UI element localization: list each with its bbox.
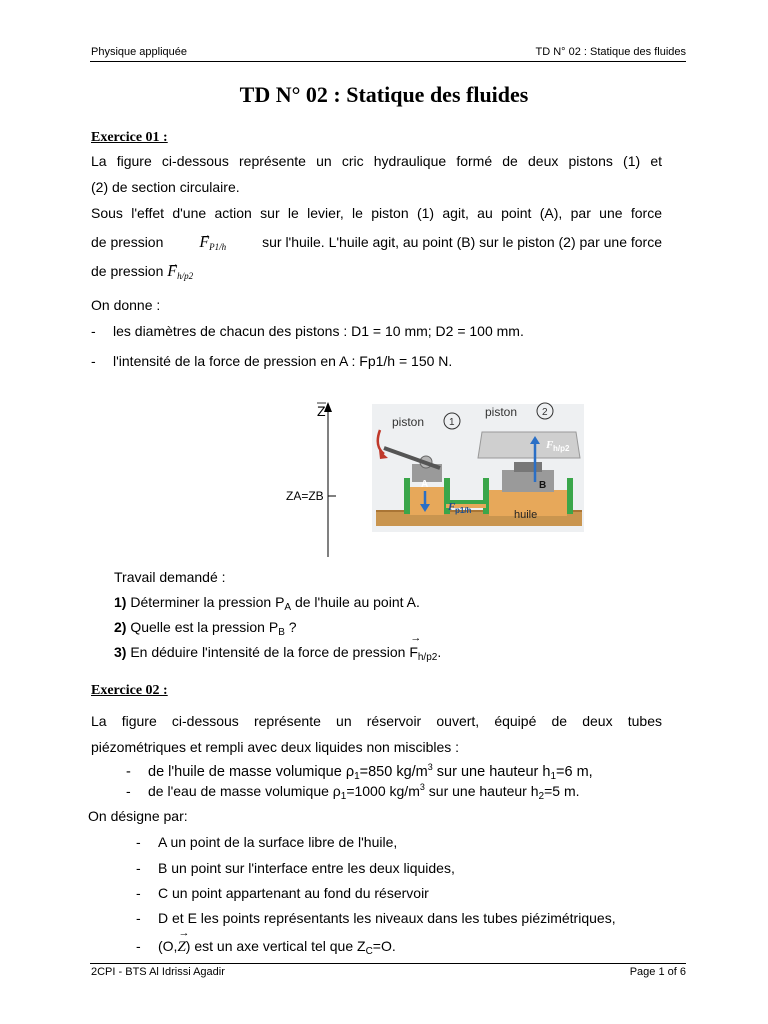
point-item-2-text: B un point sur l'interface entre les deux liquides, bbox=[158, 860, 455, 876]
question-2-num: 2) bbox=[114, 619, 127, 635]
liquid-oil-exp: 3 bbox=[427, 762, 433, 772]
header-left: Physique appliquée bbox=[91, 46, 188, 58]
z-axis-label: Z bbox=[317, 403, 326, 419]
level-label: ZA=ZB bbox=[286, 489, 324, 503]
liquid-oil-h-sub: 1 bbox=[550, 771, 557, 782]
ex1-line4-b: sur l'huile. L'huile agit, au point (B) sur le piston (2) par une force bbox=[262, 234, 662, 250]
force-hp2-label: F bbox=[546, 439, 554, 451]
liquid-oil-rho-sub: 1 bbox=[354, 771, 360, 782]
header-right: TD N° 02 : Statique des fluides bbox=[535, 46, 686, 58]
point-item-4-text: D et E les points représentants les niveaux dans les tubes piézimétriques, bbox=[158, 910, 616, 926]
piston-1-label: piston bbox=[392, 415, 425, 429]
point-item-axis: - (O,→ Z) est un axe vertical tel que $Z_C=O$. bbox=[136, 938, 396, 957]
ex1-line5-a: de pression bbox=[91, 263, 164, 279]
liquid-water-rho-sub: 1 bbox=[340, 791, 347, 802]
axis-text-c: =O. bbox=[372, 938, 396, 954]
ex1-intro-line-3: Sous l'effet d'une action sur le levier, le piston (1) agit, au point (A), par une force bbox=[91, 205, 662, 221]
header-rule bbox=[90, 61, 686, 62]
hydraulic-jack-figure bbox=[280, 392, 600, 562]
question-3 bbox=[114, 644, 441, 663]
point-item-1-text: A un point de la surface libre de l'huile, bbox=[158, 834, 398, 850]
question-1-sub: A bbox=[284, 602, 292, 613]
point-item-3: - C un point appartenant au fond du réservoir bbox=[136, 885, 429, 901]
point-item-3-text: C un point appartenant au fond du réservoir bbox=[158, 885, 429, 901]
piston-1-number: 1 bbox=[449, 417, 455, 428]
liquid-oil-c: sur une hauteur h bbox=[432, 764, 551, 780]
piston-2-number: 2 bbox=[542, 407, 548, 418]
ex1-data-text-2: l'intensité de la force de pression en A : Fp1/h = 150 N. bbox=[113, 353, 453, 369]
question-3-num: 3) bbox=[114, 644, 127, 660]
page-title: TD N° 02 : Statique des fluides bbox=[239, 82, 529, 107]
travail-heading: Travail demandé : bbox=[114, 569, 226, 585]
point-item-2: - B un point sur l'interface entre les deux liquides, bbox=[136, 860, 455, 876]
question-3-text-b: . bbox=[437, 644, 442, 660]
ex1-intro-line-5 bbox=[91, 258, 193, 289]
point-b-label: B bbox=[539, 480, 547, 491]
axis-text-b: ) est un axe vertical tel que Z bbox=[185, 938, 366, 954]
liquid-oil-d: =6 m, bbox=[556, 764, 593, 780]
ex2-on-designe: On désigne par: bbox=[88, 808, 188, 824]
force-hp2-sub: h/p2 bbox=[177, 271, 194, 281]
liquid-oil: - de l'huile de masse volumique $\rho_1=850$ $kg/m^3$ sur une hauteur $h_1=6$ m, bbox=[126, 762, 593, 782]
ex1-intro-line-1: La figure ci-dessous représente un cric hydraulique formé de deux pistons (1) et bbox=[91, 153, 662, 169]
force-p1h-symbol bbox=[199, 229, 226, 260]
ex2-intro-line-2: piézométriques et rempli avec deux liquides non miscibles : bbox=[91, 739, 460, 755]
force-p1h-letter: → F bbox=[199, 234, 209, 251]
force-hp2-symbol bbox=[167, 263, 193, 279]
question-2-text-a: Quelle est la pression P bbox=[130, 619, 279, 635]
footer-rule bbox=[90, 963, 686, 964]
ex1-intro-line-2: (2) de section circulaire. bbox=[91, 179, 240, 195]
question-1-text-b: de l'huile au point A. bbox=[291, 594, 420, 610]
footer-right: Page 1 of 6 bbox=[629, 966, 686, 978]
ex1-line4-a: de pression bbox=[91, 234, 164, 250]
oil-label: huile bbox=[514, 509, 538, 521]
liquid-water-b: =1000 kg/m bbox=[346, 783, 420, 799]
liquid-water-a: de l'eau de masse volumique ρ bbox=[148, 783, 341, 799]
oil-cylinder-1 bbox=[410, 487, 444, 515]
liquid-water-exp: 3 bbox=[419, 782, 425, 792]
piston-2-label: piston bbox=[485, 405, 518, 419]
point-item-1: - A un point de la surface libre de l'huile, bbox=[136, 834, 398, 850]
force-p1h-label: F bbox=[448, 501, 456, 513]
exercise-2-heading: Exercice 02 : bbox=[91, 683, 168, 698]
ex1-data-item-2: - l'intensité de la force de pression en A : Fp1/h = 150 N. bbox=[91, 353, 453, 369]
liquid-water: - de l'eau de masse volumique $\rho_1=1000$ $kg/m^3$ sur une hauteur $h_2=5$ m. bbox=[126, 782, 580, 802]
liquid-water-c: sur une hauteur h bbox=[424, 783, 539, 799]
liquid-water-d: =5 m. bbox=[544, 783, 580, 799]
ex1-data-item-1: - les diamètres de chacun des pistons : D1 = 10 mm; D2 = 100 mm. bbox=[91, 323, 524, 339]
question-2 bbox=[114, 619, 297, 638]
axis-text-a: (O, bbox=[158, 938, 178, 954]
liquid-oil-b: =850 kg/m bbox=[359, 764, 428, 780]
liquid-oil-a: de l'huile de masse volumique ρ bbox=[148, 764, 355, 780]
question-1 bbox=[114, 594, 420, 613]
axis-sub: C bbox=[365, 946, 373, 957]
force-hp2-label-sub: h/p2 bbox=[553, 444, 570, 453]
question-3-symbol: → F bbox=[409, 644, 418, 660]
question-2-sub: B bbox=[278, 627, 285, 638]
question-1-text-a: Déterminer la pression P bbox=[130, 594, 285, 610]
ex1-on-donne: On donne : bbox=[91, 297, 161, 313]
ex2-intro-line-1: La figure ci-dessous représente un réservoir ouvert, équipé de deux tubes bbox=[91, 713, 662, 729]
footer-left: 2CPI - BTS Al Idrissi Agadir bbox=[91, 966, 225, 978]
axis-symbol: → Z bbox=[177, 939, 185, 955]
point-a-label: A bbox=[421, 479, 429, 490]
point-item-4: - D et E les points représentants les niveaux dans les tubes piézimétriques, bbox=[136, 910, 616, 926]
force-p1h-sub: P1/h bbox=[209, 242, 227, 252]
question-3-sub: h/p2 bbox=[417, 652, 438, 663]
ex1-data-text-1: les diamètres de chacun des pistons : D1 = 10 mm; D2 = 100 mm. bbox=[113, 323, 524, 339]
force-p1h-label-sub: p1/h bbox=[455, 506, 472, 515]
question-2-text-b: ? bbox=[284, 619, 297, 635]
exercise-1-heading: Exercice 01 : bbox=[91, 130, 168, 145]
question-3-text-a: En déduire l'intensité de la force de pression bbox=[130, 644, 410, 660]
question-1-num: 1) bbox=[114, 594, 127, 610]
force-hp2-letter: → F bbox=[167, 263, 177, 280]
liquid-water-h-sub: 2 bbox=[538, 791, 545, 802]
